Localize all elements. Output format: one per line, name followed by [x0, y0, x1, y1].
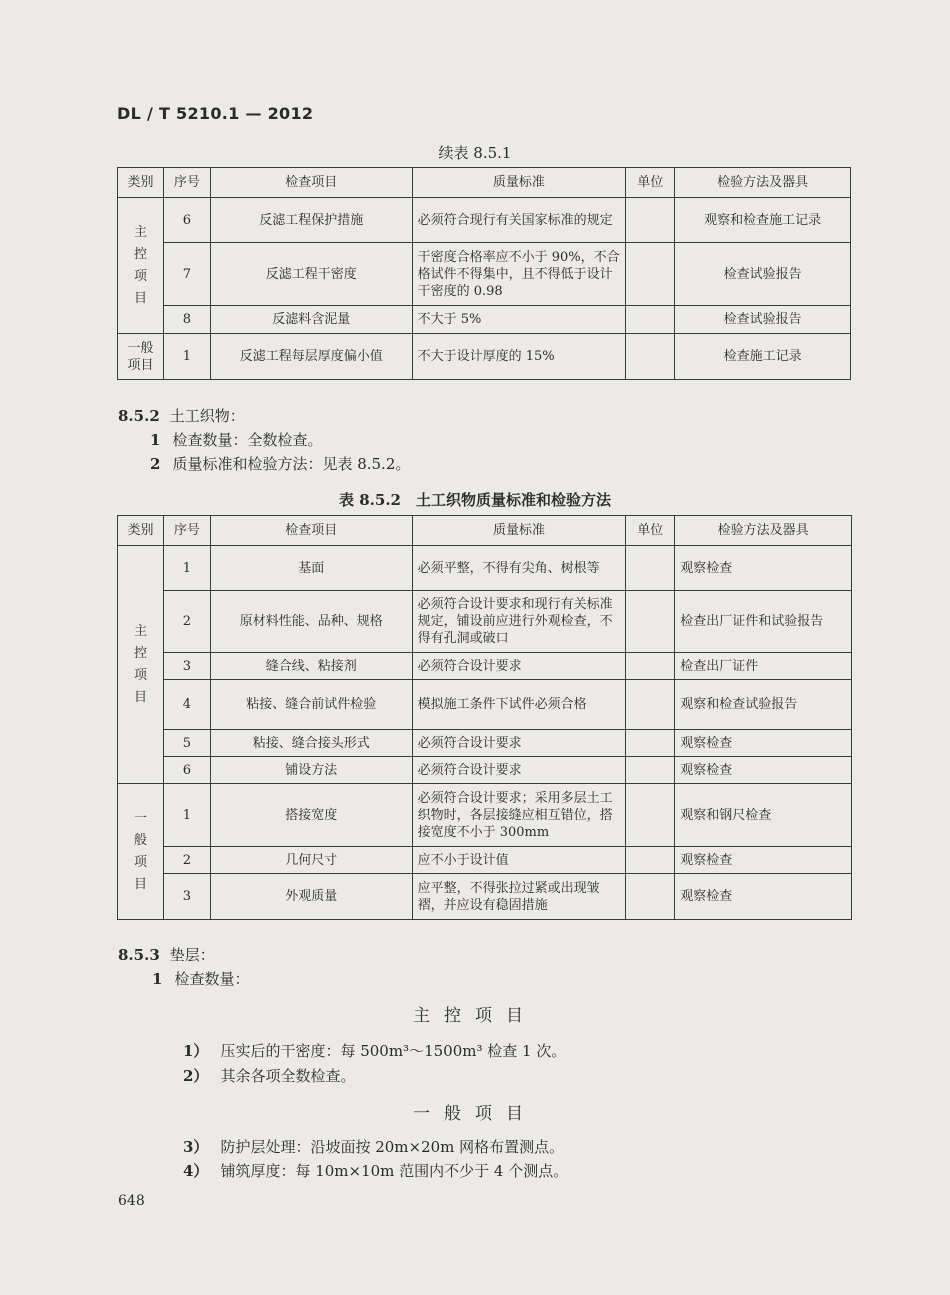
row-method: 检查试验报告	[675, 306, 851, 334]
row-standard: 应平整，不得张拉过紧或出现皱褶，并应设有稳固措施	[412, 874, 626, 920]
main-item-1	[183, 1040, 566, 1061]
table-row	[118, 591, 852, 653]
row-item: 反滤工程干密度	[210, 243, 412, 306]
item-text: 其余各项全数检查。	[220, 1067, 356, 1085]
item-text: 检查数量：全数检查。	[172, 431, 323, 449]
main-item-2	[183, 1065, 355, 1086]
table1-caption: 续表 8.5.1	[438, 144, 512, 162]
main-control-heading: 主控项目	[413, 1006, 537, 1026]
row-unit	[626, 680, 675, 730]
section-number: 8.5.2	[118, 407, 160, 425]
section-title: 土工织物：	[169, 407, 245, 425]
row-method: 观察检查	[675, 757, 852, 784]
row-unit	[626, 591, 675, 653]
row-unit	[626, 334, 675, 380]
row-item: 缝合线、粘接剂	[210, 653, 412, 680]
row-item: 粘接、缝合前试件检验	[210, 680, 412, 730]
row-method: 观察检查	[675, 546, 852, 591]
row-standard: 不大于 5%	[412, 306, 626, 334]
row-standard: 必须符合设计要求	[412, 757, 626, 784]
row-unit	[626, 874, 675, 920]
row-number: 4	[163, 680, 210, 730]
row-item: 原材料性能、品种、规格	[210, 591, 412, 653]
col-header-method: 检验方法及器具	[675, 516, 852, 546]
row-unit	[626, 847, 675, 874]
table-row	[118, 334, 851, 380]
col-header-standard: 质量标准	[412, 168, 626, 198]
general-item-4	[183, 1160, 568, 1181]
row-standard: 必须符合设计要求	[412, 730, 626, 757]
item-text: 检查数量：	[174, 970, 250, 988]
item-text: 压实后的干密度：每 500m³～1500m³ 检查 1 次。	[220, 1042, 567, 1060]
row-item: 铺设方法	[210, 757, 412, 784]
col-header-item: 检查项目	[210, 168, 412, 198]
item-text: 质量标准和检验方法：见表 8.5.2。	[172, 455, 411, 473]
row-number: 5	[163, 730, 210, 757]
row-method: 观察检查	[675, 874, 852, 920]
row-standard: 必须符合设计要求	[412, 653, 626, 680]
category-main-control: 主 控 项 目	[118, 546, 164, 784]
col-header-number: 序号	[163, 168, 210, 198]
row-number: 1	[163, 546, 210, 591]
row-unit	[626, 730, 675, 757]
row-number: 7	[163, 243, 210, 306]
col-header-method: 检验方法及器具	[675, 168, 851, 198]
item-text: 防护层处理：沿坡面按 20m×20m 网格布置测点。	[220, 1138, 565, 1156]
category-general: 一般 项目	[118, 334, 164, 380]
item-number: 2）	[183, 1067, 209, 1085]
row-item: 几何尺寸	[210, 847, 412, 874]
row-number: 2	[163, 847, 210, 874]
row-number: 3	[163, 874, 210, 920]
row-unit	[626, 653, 675, 680]
table2-caption: 表 8.5.2 土工织物质量标准和检验方法	[339, 491, 611, 509]
row-number: 8	[163, 306, 210, 334]
item-number: 3）	[183, 1138, 209, 1156]
col-header-item: 检查项目	[210, 516, 412, 546]
row-standard: 应不小于设计值	[412, 847, 626, 874]
table-row	[118, 847, 852, 874]
row-method: 观察和检查施工记录	[675, 198, 851, 243]
row-unit	[626, 757, 675, 784]
row-unit	[626, 198, 675, 243]
table-row	[118, 546, 852, 591]
row-method: 观察和检查试验报告	[675, 680, 852, 730]
section-8-5-2	[118, 405, 245, 426]
table-header-row	[118, 168, 851, 198]
general-heading: 一般项目	[413, 1104, 537, 1124]
table-row	[118, 306, 851, 334]
col-header-category: 类别	[118, 168, 164, 198]
row-item: 搭接宽度	[210, 784, 412, 847]
sec853-item-1	[152, 968, 249, 989]
row-unit	[626, 784, 675, 847]
row-method: 检查出厂证件	[675, 653, 852, 680]
item-number: 1）	[183, 1042, 209, 1060]
table-row	[118, 653, 852, 680]
table-row	[118, 198, 851, 243]
category-main-control: 主 控 项 目	[118, 198, 164, 334]
col-header-standard: 质量标准	[412, 516, 626, 546]
row-standard: 不大于设计厚度的 15%	[412, 334, 626, 380]
row-number: 6	[163, 198, 210, 243]
row-item: 反滤工程保护措施	[210, 198, 412, 243]
row-standard: 必须平整，不得有尖角、树根等	[412, 546, 626, 591]
row-item: 基面	[210, 546, 412, 591]
item-text: 铺筑厚度：每 10m×10m 范围内不少于 4 个测点。	[220, 1162, 569, 1180]
row-method: 观察检查	[675, 730, 852, 757]
col-header-unit: 单位	[626, 168, 675, 198]
row-method: 检查出厂证件和试验报告	[675, 591, 852, 653]
table-header-row	[118, 516, 852, 546]
col-header-unit: 单位	[626, 516, 675, 546]
table-row	[118, 874, 852, 920]
row-method: 观察和钢尺检查	[675, 784, 852, 847]
row-item: 反滤工程每层厚度偏小值	[210, 334, 412, 380]
col-header-category: 类别	[118, 516, 164, 546]
row-method: 检查施工记录	[675, 334, 851, 380]
section-number: 8.5.3	[118, 946, 160, 964]
row-item: 粘接、缝合接头形式	[210, 730, 412, 757]
table-row	[118, 680, 852, 730]
row-number: 2	[163, 591, 210, 653]
table-row	[118, 730, 852, 757]
item-number: 1	[152, 970, 163, 988]
row-number: 6	[163, 757, 210, 784]
row-standard: 必须符合现行有关国家标准的规定	[412, 198, 626, 243]
item-number: 4）	[183, 1162, 209, 1180]
row-number: 1	[163, 784, 210, 847]
row-standard: 必须符合设计要求；采用多层土工织物时，各层接缝应相互错位，搭接宽度不小于 300mm	[412, 784, 626, 847]
row-standard: 干密度合格率应不小于 90%，不合格试件不得集中，且不得低于设计干密度的 0.98	[412, 243, 626, 306]
row-item: 反滤料含泥量	[210, 306, 412, 334]
row-unit	[626, 546, 675, 591]
page-number: 648	[118, 1193, 145, 1209]
section-8-5-3	[118, 944, 215, 965]
row-item: 外观质量	[210, 874, 412, 920]
item-number: 1	[150, 431, 161, 449]
general-item-3	[183, 1136, 564, 1157]
table-8-5-1-continued	[117, 167, 851, 380]
sec852-item-1	[150, 429, 322, 450]
table-row	[118, 784, 852, 847]
category-general: 一 般 项 目	[118, 784, 164, 920]
row-unit	[626, 243, 675, 306]
row-standard: 模拟施工条件下试件必须合格	[412, 680, 626, 730]
row-standard: 必须符合设计要求和现行有关标准规定，铺设前应进行外观检查，不得有孔洞或破口	[412, 591, 626, 653]
row-method: 检查试验报告	[675, 243, 851, 306]
row-method: 观察检查	[675, 847, 852, 874]
table-8-5-2	[117, 515, 852, 920]
row-number: 1	[163, 334, 210, 380]
col-header-number: 序号	[163, 516, 210, 546]
table-row	[118, 757, 852, 784]
row-unit	[626, 306, 675, 334]
running-header: DL / T 5210.1 — 2012	[117, 104, 314, 123]
section-title: 垫层：	[169, 946, 215, 964]
item-number: 2	[150, 455, 161, 473]
table-row	[118, 243, 851, 306]
row-number: 3	[163, 653, 210, 680]
sec852-item-2	[150, 453, 410, 474]
